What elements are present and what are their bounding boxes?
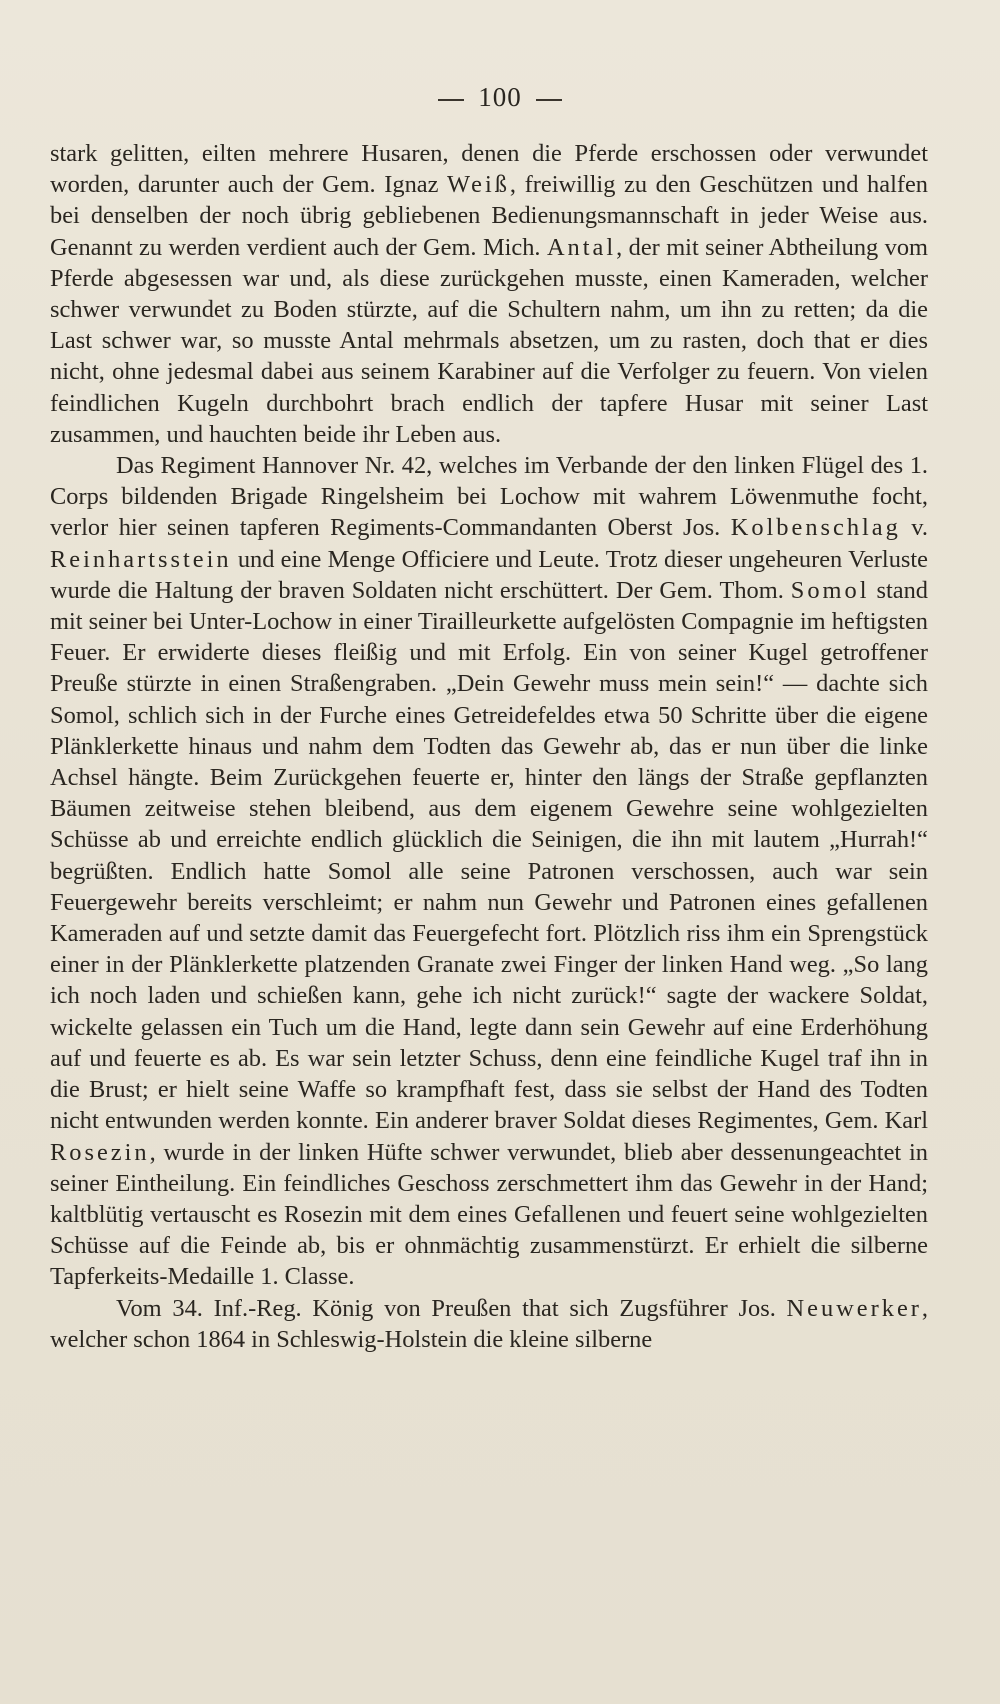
text-segment: , freiwillig zu den Geschützen und halfen bei denselben der noch übrig gebliebenen Bedienungsmannschaft in jeder Weise aus. Genannt zu werden verdient auch der Gem. Mich. — [50, 171, 928, 261]
spaced-name: Antal — [546, 233, 617, 261]
spaced-name: Weiß — [447, 171, 510, 199]
spaced-name: Kolbenschlag — [730, 514, 901, 542]
page-number-right-dash — [536, 99, 562, 101]
page-number-left-dash — [438, 99, 464, 101]
text-segment: Das Regiment Hannover Nr. 42, welches im Verbande der den linken Flügel des 1. Corps bildenden Brigade Ringelsheim bei Lochow mit wahrem Löwenmuthe focht, verlor hier seinen tapferen Regiments-Commandanten Oberst Jos. — [50, 452, 928, 542]
spaced-name: Neuwerker — [786, 1294, 922, 1322]
body-text — [50, 138, 928, 1355]
text-segment: , wurde in der linken Hüfte schwer verwundet, blieb aber dessenungeachtet in seiner Eintheilung. Ein feindliches Geschoss zerschmettert ihm das Gewehr in der Hand; kaltblütig vertauscht es Rosezin mit dem eines Gefallenen und feuert seine wohlgezielten Schüsse auf die Feinde ab, bis er ohnmächtig zusammenstürzt. Er erhielt die silberne Tapferkeits-Medaille 1. Classe. — [50, 1138, 928, 1291]
text-segment: stand mit seiner bei Unter-Lochow in einer Tirailleurkette aufgelösten Compagnie im heftigsten Feuer. Er erwiderte dieses fleißig und mit Erfolg. Ein von seiner Kugel getroffener Preuße stürzte in einen Straßengraben. „Dein Gewehr muss mein sein!“ — dachte sich Somol, schlich sich in der Furche eines Getreidefeldes etwa 50 Schritte über die eigene Plänklerkette hinaus und nahm dem Todten das Gewehr ab, das er nun über die linke Achsel hängte. Beim Zurückgehen feuerte er, hinter den längs der Straße gepflanzten Bäumen zeitweise stehen bleibend, aus dem eigenem Gewehre seine wohlgezielten Schüsse ab und erreichte endlich glücklich die Seinigen, die ihn mit lautem „Hurrah!“ begrüßten. Endlich hatte Somol alle seine Patronen verschossen, auch war sein Feuergewehr bereits verschleimt; er nahm nun Gewehr und Patronen eines gefallenen Kameraden auf und setzte damit das Feuergefecht fort. Plötzlich riss ihm ein Sprengstück einer in der Plänklerkette platzenden Granate zwei Finger der linken Hand weg. „So lang ich noch laden und schießen kann, gehe ich nicht zurück!“ sagte der wackere Soldat, wickelte gelassen ein Tuch um die Hand, legte dann sein Gewehr auf eine Erderhöhung auf und feuerte es ab. Es war sein letzter Schuss, denn eine feindliche Kugel traf ihn in die Brust; er hielt seine Waffe so krampfhaft fest, dass sie selbst der Hand des Todten nicht entwunden werden konnte. Ein anderer braver Soldat dieses Regimentes, Gem. Karl — [50, 576, 928, 1135]
paragraph-3 — [50, 1293, 928, 1355]
text-segment: , welcher schon 1864 in Schleswig-Holstein die kleine silberne — [50, 1294, 928, 1353]
spaced-name: Reinhartsstein — [50, 545, 232, 573]
text-segment: , der mit seiner Abtheilung vom Pferde abgesessen war und, als diese zurückgehen musste, einen Kameraden, welcher schwer verwundet zu Boden stürzte, auf die Schultern nahm, um ihn zu retten; da die Last schwer war, so musste Antal mehrmals absetzen, um zu rasten, doch that er dies nicht, ohne jedesmal dabei aus seinem Karabiner auf die Verfolger zu feuern. Von vielen feindlichen Kugeln durchbohrt brach endlich der tapfere Husar mit seiner Last zusammen, und hauchten beide ihr Leben aus. — [50, 233, 928, 448]
paragraph-2 — [50, 450, 928, 1292]
paragraph-1 — [50, 138, 928, 450]
text-segment: stark gelitten, eilten mehrere Husaren, denen die Pferde erschossen oder verwundet worden, darunter auch der Gem. Ignaz — [50, 140, 928, 199]
text-segment: und eine Menge Officiere und Leute. Trotz dieser ungeheuren Verluste wurde die Haltung der braven Soldaten nicht erschüttert. Der Gem. Thom. — [50, 545, 928, 604]
page-number — [0, 82, 1000, 113]
spaced-name: Rosezin — [50, 1138, 150, 1166]
text-segment: v. — [900, 514, 929, 542]
page-number-text: 100 — [478, 82, 522, 112]
spaced-name: Somol — [790, 576, 870, 604]
text-segment: Vom 34. Inf.-Reg. König von Preußen that sich Zugsführer Jos. — [116, 1294, 787, 1322]
